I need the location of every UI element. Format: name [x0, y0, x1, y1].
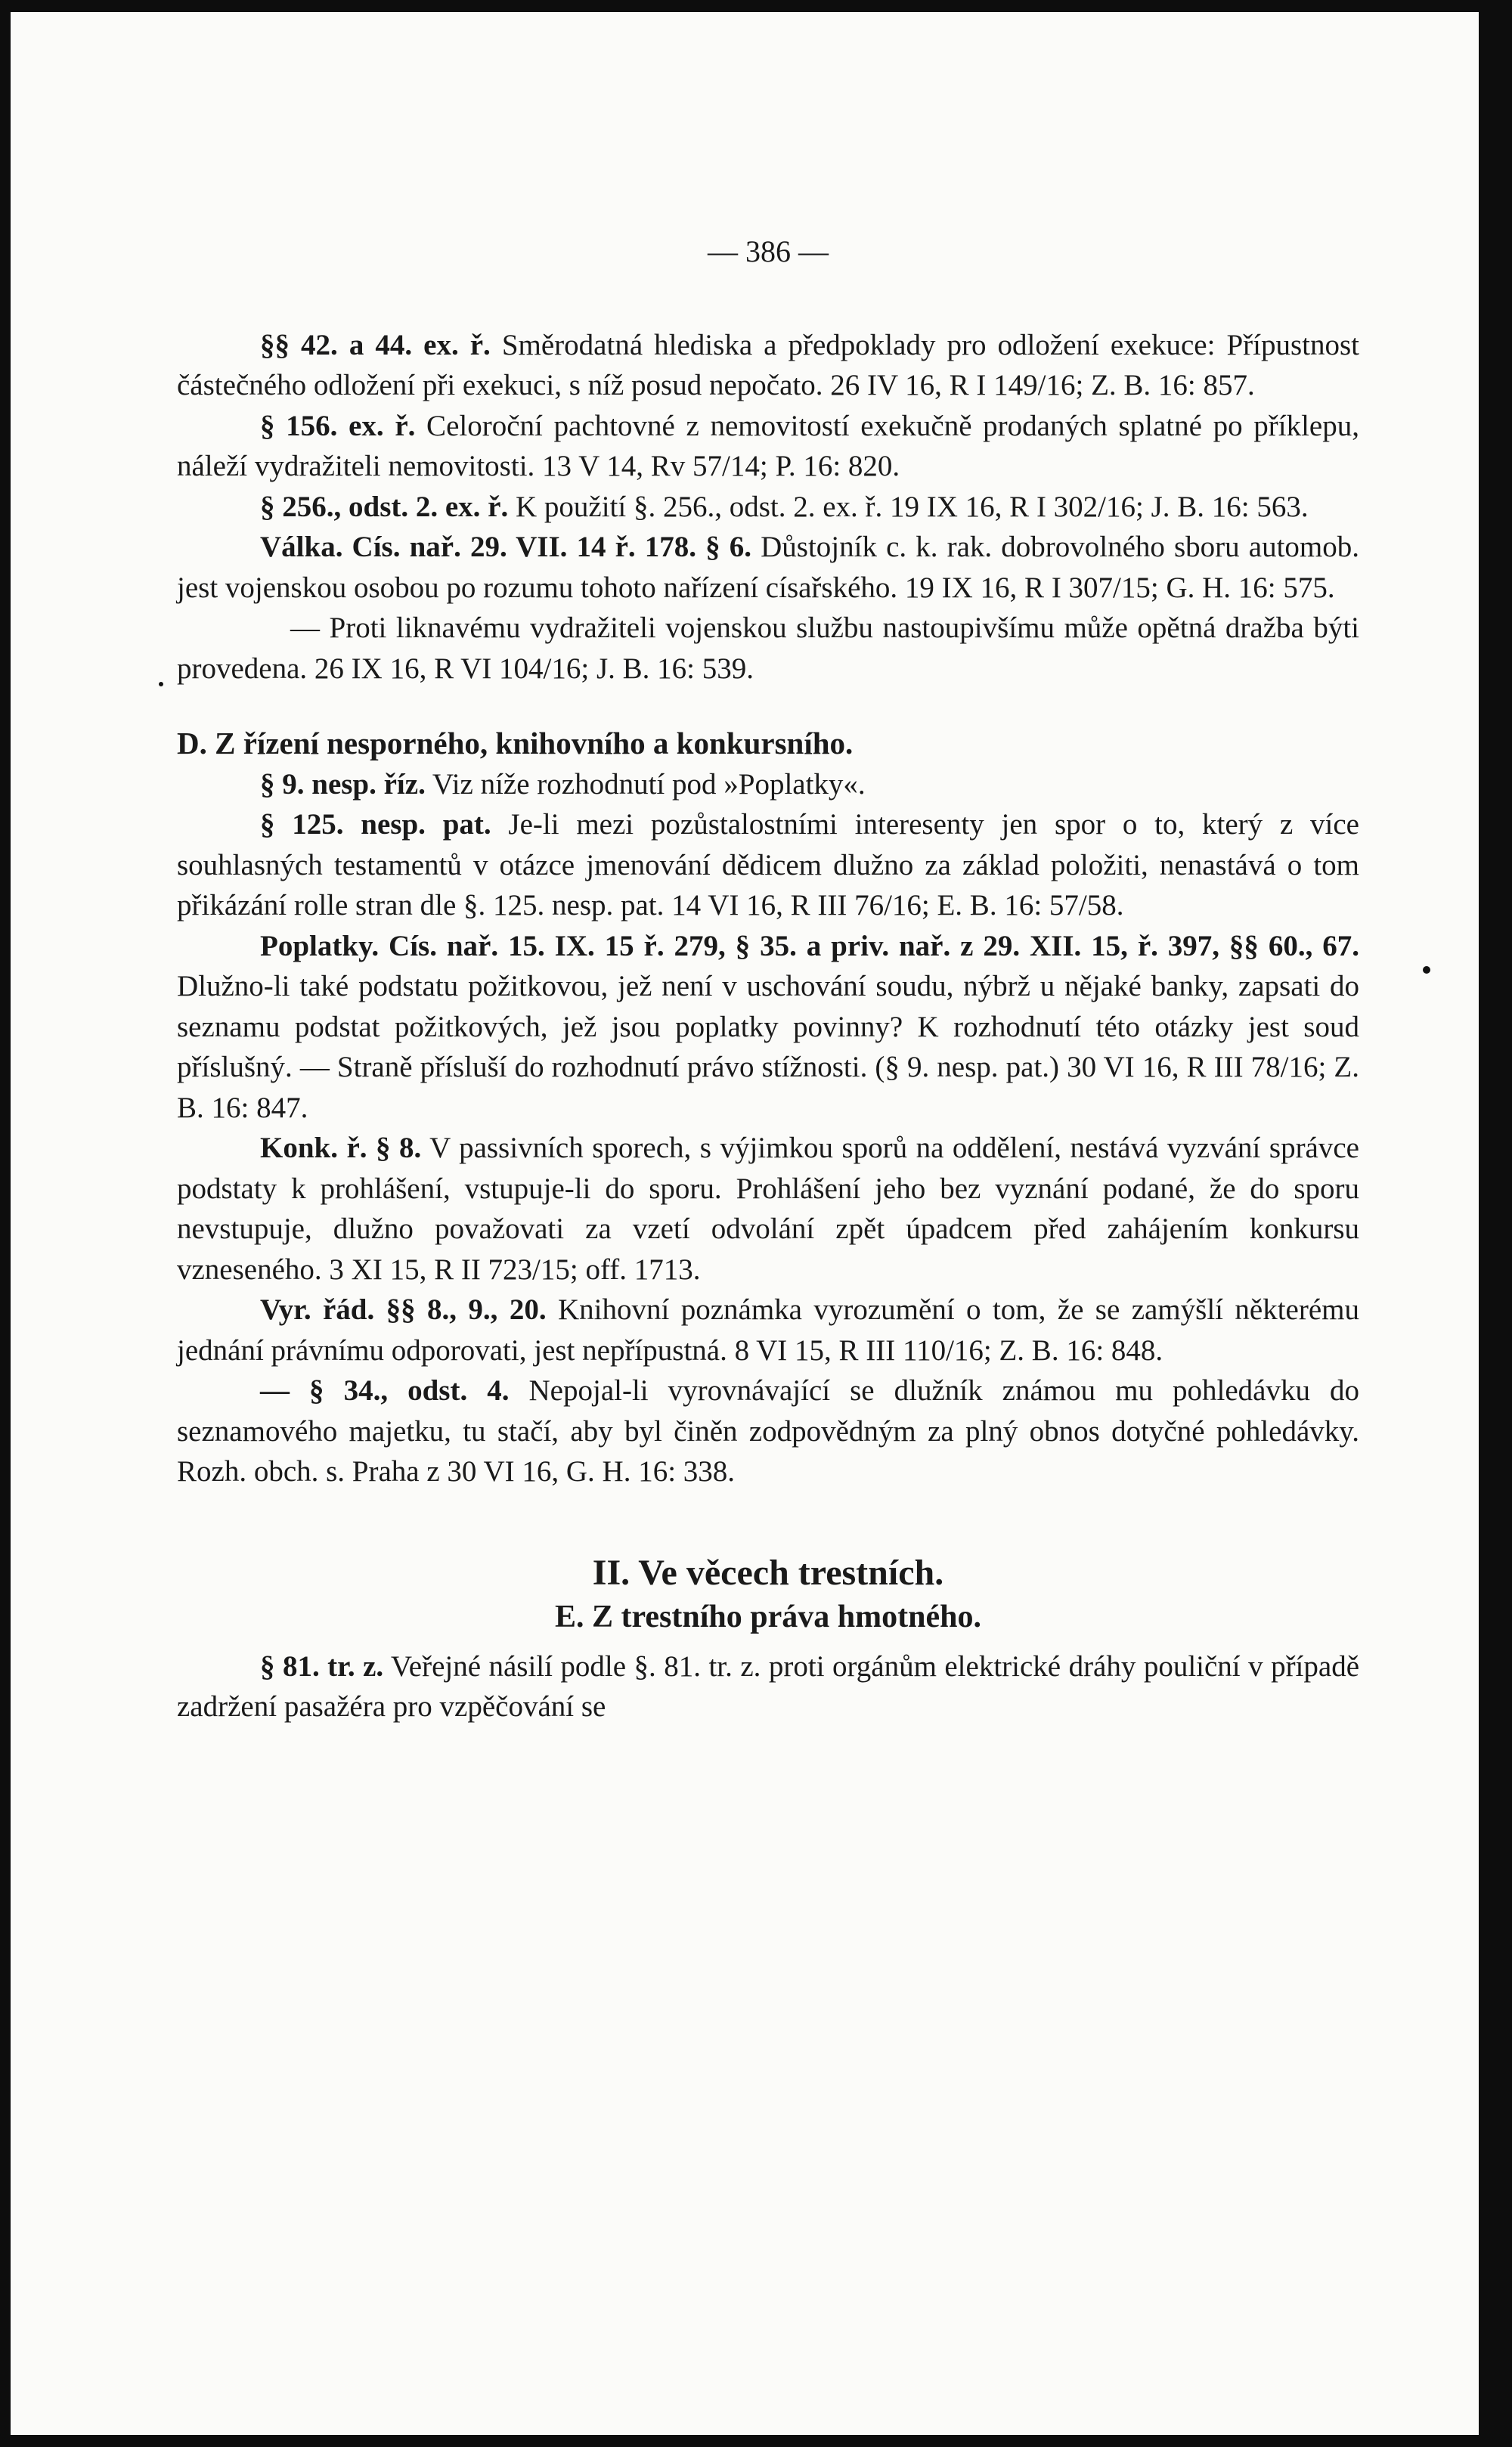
paragraph-vyr-34: — § 34., odst. 4. Nepojal-li vyrovnávající se dlužník známou mu pohledávku do seznamového majetku, tu stačí, aby byl činěn zodpovědným za plný obnos dotyčné pohledávky. Rozh. obch. s. Praha z 30 VI 16, G. H. 16: 338.	[177, 1374, 1359, 1488]
paragraph-81: § 81. tr. z. Veřejné násilí podle §. 81. tr. z. proti orgánům elektrické dráhy pouliční v případě zadržení pasažéra pro vzpěčování se	[177, 1649, 1360, 1723]
paragraph-valka-cont: — Proti liknavému vydražiteli vojenskou službu nastoupivšímu může opětná dražba býti provedena. 26 IX 16, R VI 104/16; J. B. 16: 539.	[177, 612, 1359, 685]
page-text	[177, 231, 1359, 1727]
paragraph-256: § 256., odst. 2. ex. ř. K použití §. 256., odst. 2. ex. ř. 19 IX 16, R I 302/16; J. B. 16: 563.	[260, 490, 1309, 523]
scanned-page	[11, 12, 1479, 2435]
page-number: — 386 —	[708, 234, 829, 268]
paragraph-vyr: Vyr. řád. §§ 8., 9., 20. Knihovní poznámka vyrozumění o tom, že se zamýšlí některému jednání právnímu odporovati, jest nepřípustná. 8 VI 15, R III 110/16; Z. B. 16: 848.	[177, 1293, 1359, 1367]
paragraph-156: § 156. ex. ř. Celoroční pachtovné z nemovitostí exekučně prodaných splatné po příklepu, náleží vydražiteli nemovitosti. 13 V 14, Rv 57/14; P. 16: 820.	[177, 409, 1359, 482]
paragraph-nesp-125: § 125. nesp. pat. Je-li mezi pozůstalostními interesenty jen spor o to, který z více souhlasných testamentů v otázce jmenování dědicem dlužno za základ položiti, nenastává o tom přikázání rolle stran dle §. 125. nesp. pat. 14 VI 16, R III 76/16; E. B. 16: 57/58.	[177, 808, 1359, 921]
heading-section-e: E. Z trestního práva hmotného.	[555, 1599, 981, 1634]
section-d-title: D. Z řízení nesporného, knihovního a konkursního.	[177, 726, 854, 760]
paragraph-konk: Konk. ř. § 8. V passivních sporech, s výjimkou sporů na oddělení, nestává vyzvání správce podstaty k prohlášení, vstupuje-li do sporu. Prohlášení jeho bez vyznání podané, že do sporu nevstupuje, dlužno považovati za vzetí odvolání zpět úpadcem před zahájením konkursu vzneseného. 3 XI 15, R II 723/15; off. 1713.	[177, 1132, 1359, 1286]
paragraph-valka: Válka. Cís. nař. 29. VII. 14 ř. 178. § 6. Důstojník c. k. rak. dobrovolného sboru automob. jest vojenskou osobou po rozumu tohoto nařízení císařského. 19 IX 16, R I 307/15; G. H. 16: 575.	[177, 531, 1360, 604]
paragraph-poplatky: Poplatky. Cís. nař. 15. IX. 15 ř. 279, § 35. a priv. nař. z 29. XII. 15, ř. 397, §§ 60., 67. Dlužno-li také podstatu požitkovou, jež není v uschování soudu, nýbrž u nějaké banky, zapsati do seznamu podstat požitkových, jež jsou poplatky povinny? K rozhodnutí této otázky jest soud příslušný. — Straně přísluší do rozhodnutí právo stížnosti. (§ 9. nesp. pat.) 30 VI 16, R III 78/16; Z. B. 16: 847.	[177, 929, 1359, 1124]
margin-dot	[1423, 966, 1430, 974]
paragraph-42-44: §§ 42. a 44. ex. ř. Směrodatná hlediska a předpoklady pro odložení exekuce: Přípustnost částečného odložení při exekuci, s níž posud nepočato. 26 IV 16, R I 149/16; Z. B. 16: 857.	[177, 328, 1359, 401]
paragraph-nesp-9: § 9. nesp. říz. Viz níže rozhodnutí pod »Poplatky«.	[260, 767, 866, 801]
margin-dot-small	[159, 682, 163, 686]
heading-criminal: II. Ve věcech trestních.	[592, 1552, 944, 1593]
